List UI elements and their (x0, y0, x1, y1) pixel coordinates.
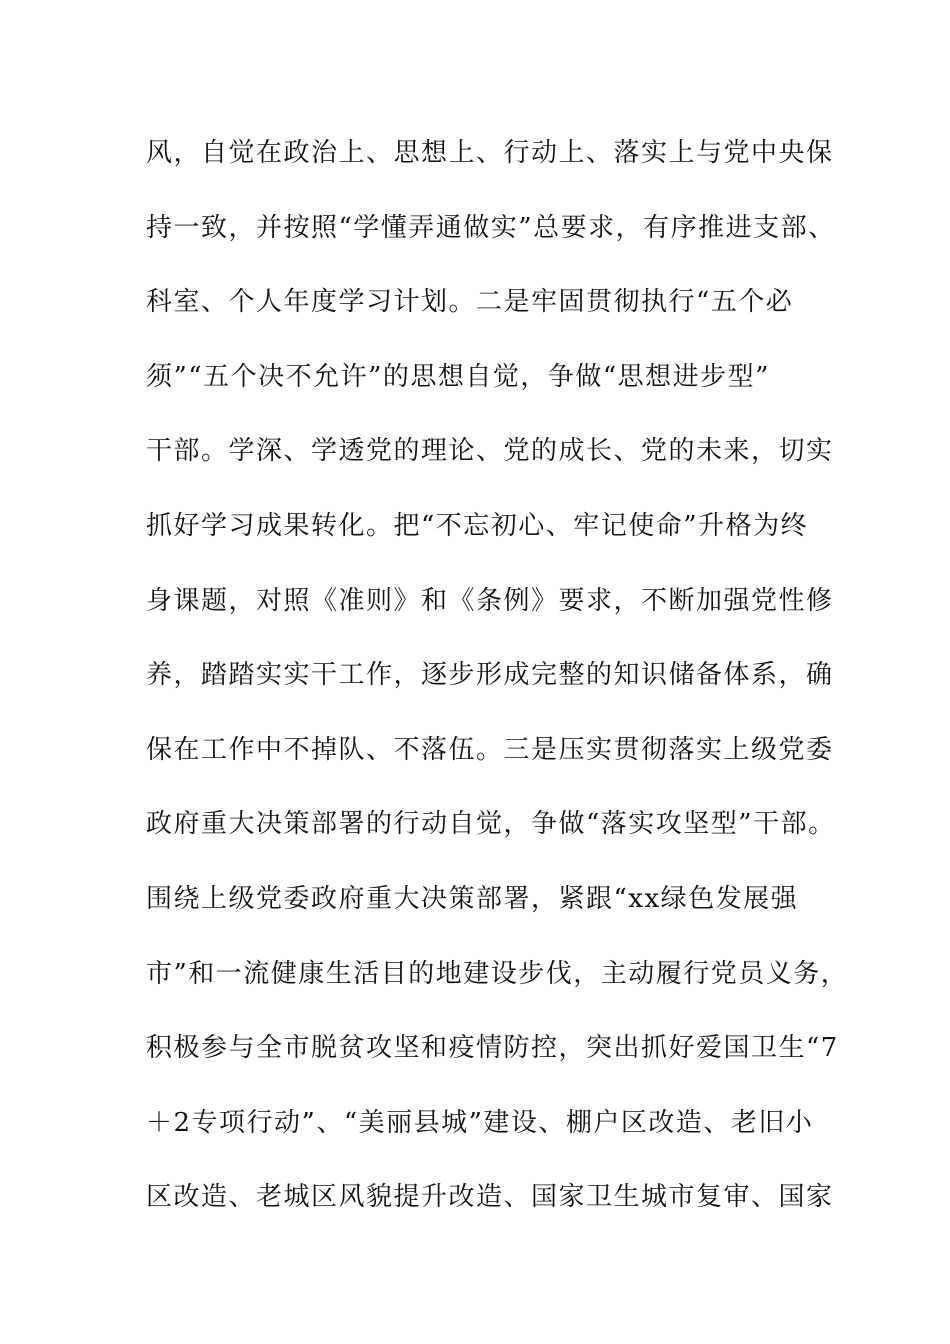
text-line: ＋2专项行动”、“美丽县城”建设、棚户区改造、老旧小 (146, 1107, 814, 1138)
text-line: 积极参与全市脱贫攻坚和疫情防控，突出抓好爱国卫生“7 (146, 1033, 839, 1064)
body-text (146, 131, 849, 1250)
text-line: 市”和一流健康生活目的地建设步伐，主动履行党员义务， (146, 958, 849, 989)
text-line: 区改造、老城区风貌提升改造、国家卫生城市复审、国家 (146, 1182, 834, 1213)
text-line: 科室、个人年度学习计划。二是牢固贯彻执行“五个必 (146, 287, 794, 318)
text-line: 养，踏踏实实干工作，逐步形成完整的知识储备体系，确 (146, 660, 834, 691)
text-line: 政府重大决策部署的行动自觉，争做“落实攻坚型”干部。 (146, 809, 836, 840)
text-line: 风，自觉在政治上、思想上、行动上、落实上与党中央保 (146, 138, 834, 168)
text-line: 身课题，对照《准则》和《条例》要求，不断加强党性修 (146, 585, 834, 616)
text-line: 抓好学习成果转化。把“不忘初心、牢记使命”升格为终 (146, 510, 809, 541)
text-line: 干部。学深、学透党的理论、党的成长、党的未来，切实 (146, 436, 834, 467)
text-line: 围绕上级党委政府重大决策部署，紧跟“xx绿色发展强 (146, 883, 799, 914)
text-line: 保在工作中不掉队、不落伍。三是压实贯彻落实上级党委 (146, 734, 834, 765)
text-line: 持一致，并按照“学懂弄通做实”总要求，有序推进支部、 (146, 212, 836, 243)
text-line: 须”“五个决不允许”的思想自觉，争做“思想进步型” (146, 361, 770, 392)
